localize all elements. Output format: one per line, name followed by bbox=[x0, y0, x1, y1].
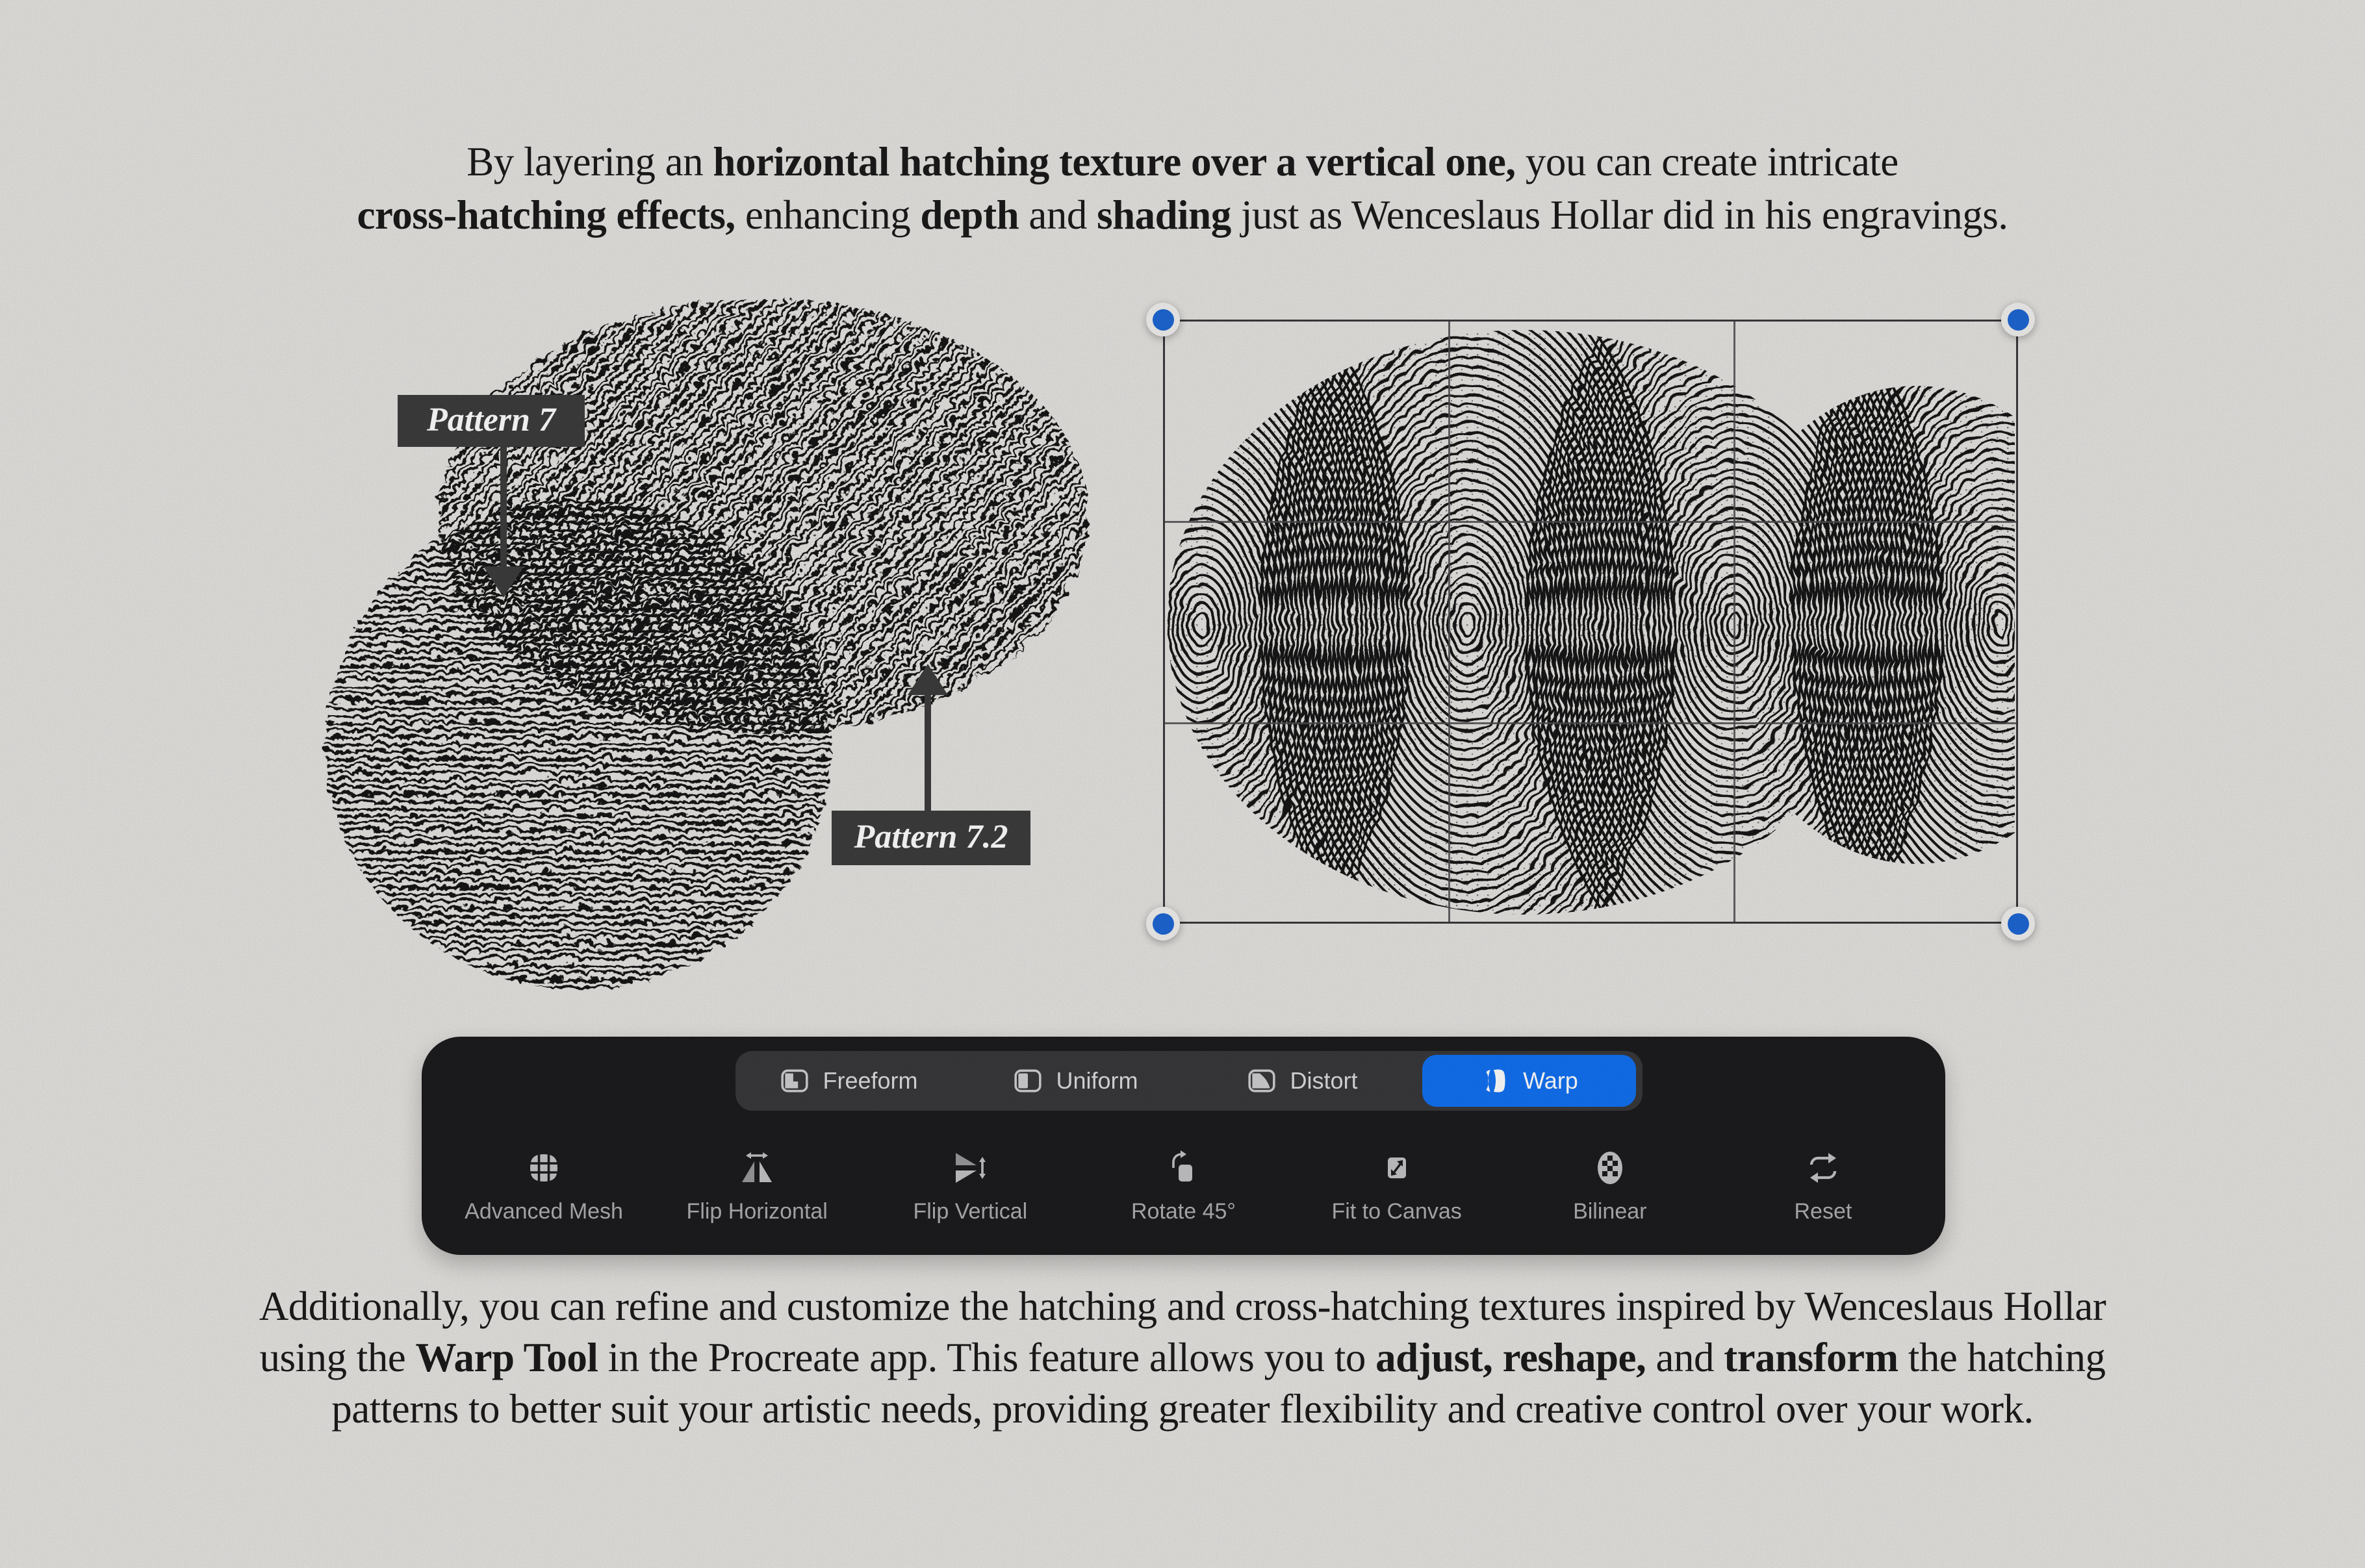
pattern-7-arrow bbox=[500, 446, 507, 568]
button-label: Bilinear bbox=[1573, 1199, 1647, 1224]
warp-icon bbox=[1480, 1066, 1510, 1096]
text-line: Additionally, you can refine and customize the hatching and cross-hatching textures inspired by Wenceslaus Hollar bbox=[259, 1283, 2106, 1329]
text-line: By layering an horizontal hatching texture over a vertical one, you can create intricate bbox=[467, 139, 1898, 184]
tab-label: Warp bbox=[1523, 1067, 1578, 1094]
tab-label: Freeform bbox=[823, 1067, 918, 1094]
flip-vertical-button[interactable] bbox=[863, 1141, 1077, 1245]
mesh-grid-line bbox=[1165, 722, 2016, 724]
rotate-45-button[interactable] bbox=[1077, 1141, 1290, 1245]
fit-to-canvas-icon bbox=[1376, 1147, 1418, 1189]
tab-label: Uniform bbox=[1056, 1067, 1138, 1094]
button-label: Flip Horizontal bbox=[686, 1199, 828, 1224]
advanced-mesh-icon bbox=[523, 1147, 565, 1189]
transform-bounding-box[interactable] bbox=[1163, 320, 2018, 924]
mesh-grid-line bbox=[1448, 322, 1450, 922]
pattern-7-arrowhead-icon bbox=[483, 566, 524, 598]
reset-icon bbox=[1802, 1147, 1844, 1189]
bilinear-button[interactable] bbox=[1503, 1141, 1717, 1245]
text-line: cross-hatching effects, enhancing depth and shading just as Wenceslaus Hollar did in his engravings. bbox=[357, 192, 2008, 238]
tab-warp[interactable] bbox=[1422, 1055, 1636, 1107]
tab-uniform[interactable] bbox=[969, 1055, 1182, 1107]
flip-horizontal-icon bbox=[736, 1147, 778, 1189]
rotate-45-icon bbox=[1162, 1147, 1204, 1189]
tab-freeform[interactable] bbox=[742, 1055, 956, 1107]
pattern-7-horizontal-hatch-blob bbox=[323, 496, 830, 987]
button-label: Advanced Mesh bbox=[465, 1199, 623, 1224]
pattern-7-2-arrowhead-icon bbox=[908, 664, 948, 695]
pattern-7-label: Pattern 7 bbox=[398, 395, 585, 447]
uniform-icon bbox=[1013, 1066, 1043, 1096]
text-line: using the Warp Tool in the Procreate app. This feature allows you to adjust, reshape, and transform the hatching bbox=[259, 1335, 2106, 1380]
transform-handle-bottom-left[interactable] bbox=[1146, 907, 1180, 941]
intro-paragraph bbox=[0, 135, 2365, 242]
button-label: Flip Vertical bbox=[913, 1199, 1028, 1224]
button-label: Reset bbox=[1794, 1199, 1852, 1224]
advanced-mesh-button[interactable] bbox=[437, 1141, 650, 1245]
distort-icon bbox=[1247, 1066, 1277, 1096]
button-label: Fit to Canvas bbox=[1331, 1199, 1462, 1224]
hatching-patterns-illustration bbox=[279, 260, 1150, 1026]
fit-to-canvas-button[interactable] bbox=[1290, 1141, 1503, 1245]
text-line: patterns to better suit your artistic needs, providing greater flexibility and creative control over your work. bbox=[331, 1386, 2034, 1432]
tab-distort[interactable] bbox=[1195, 1055, 1409, 1107]
flip-horizontal-button[interactable] bbox=[650, 1141, 863, 1245]
reset-button[interactable] bbox=[1717, 1141, 1930, 1245]
mesh-grid-line bbox=[1733, 322, 1735, 922]
transform-toolbar bbox=[422, 1037, 1945, 1255]
button-label: Rotate 45° bbox=[1131, 1199, 1236, 1224]
pattern-7-2-arrow bbox=[925, 694, 931, 813]
toolbar-buttons bbox=[437, 1141, 1930, 1245]
transform-handle-top-left[interactable] bbox=[1146, 303, 1180, 336]
transform-handle-top-right[interactable] bbox=[2001, 303, 2035, 336]
bilinear-icon bbox=[1589, 1147, 1631, 1189]
mesh-grid-line bbox=[1165, 521, 2016, 523]
flip-vertical-icon bbox=[949, 1147, 991, 1189]
tab-label: Distort bbox=[1290, 1067, 1358, 1094]
pattern-7-2-label: Pattern 7.2 bbox=[832, 811, 1030, 865]
freeform-icon bbox=[780, 1066, 810, 1096]
outro-paragraph bbox=[0, 1281, 2365, 1435]
transform-mode-tabs bbox=[735, 1051, 1643, 1111]
warped-hatching-pattern bbox=[1163, 320, 2018, 924]
transform-handle-bottom-right[interactable] bbox=[2001, 907, 2035, 941]
